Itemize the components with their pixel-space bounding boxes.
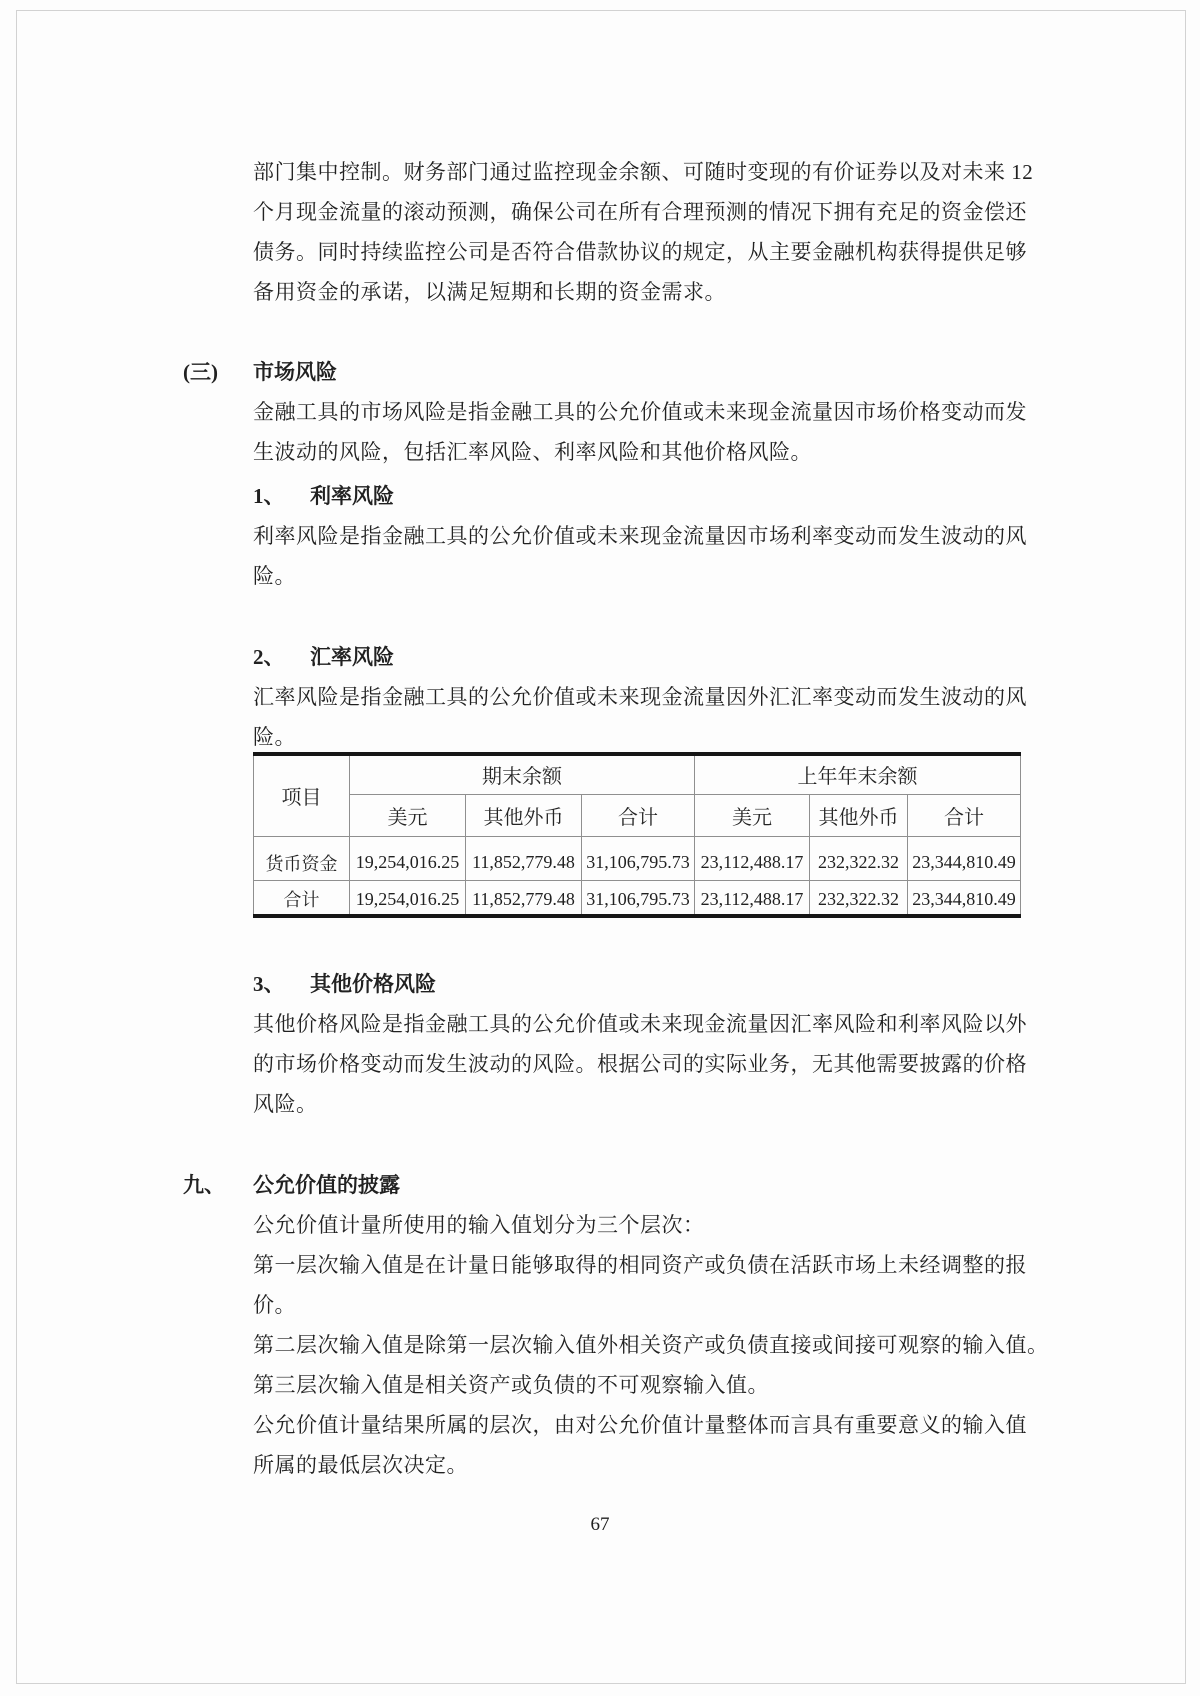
section-label: 九、 — [183, 1173, 225, 1197]
table-cell: 232,322.32 — [810, 880, 908, 916]
currency-risk-table — [253, 752, 1021, 918]
text-line: 利率风险是指金融工具的公允价值或未来现金流量因市场利率变动而发生波动的风 — [253, 524, 1027, 548]
subsection-title: 利率风险 — [310, 484, 394, 508]
interest-rate-risk-text — [253, 516, 1027, 596]
text-line: 汇率风险是指金融工具的公允价值或未来现金流量因外汇汇率变动而发生波动的风 — [253, 685, 1027, 709]
other-price-risk-text — [253, 1004, 1027, 1124]
subsection-number: 1、 — [253, 484, 285, 508]
text-line: 风险。 — [253, 1092, 318, 1116]
subsection-number: 3、 — [253, 972, 285, 996]
fair-value-text — [253, 1205, 1049, 1485]
text-line: 第二层次输入值是除第一层次输入值外相关资产或负债直接或间接可观察的输入值。 — [253, 1333, 1049, 1357]
intro-paragraph — [253, 152, 1034, 312]
text-line: 部门集中控制。财务部门通过监控现金余额、可随时变现的有价证券以及对未来 12 — [253, 160, 1034, 184]
col-header-usd: 美元 — [695, 794, 810, 836]
table-cell: 23,112,488.17 — [695, 836, 810, 880]
col-header-usd: 美元 — [350, 794, 466, 836]
text-line: 第一层次输入值是在计量日能够取得的相同资产或负债在活跃市场上未经调整的报 — [253, 1253, 1027, 1277]
row-label: 合计 — [254, 880, 350, 916]
table-cell: 31,106,795.73 — [582, 836, 695, 880]
text-line: 金融工具的市场风险是指金融工具的公允价值或未来现金流量因市场价格变动而发 — [253, 400, 1027, 424]
text-line: 险。 — [253, 725, 296, 749]
col-header-other-currency: 其他外币 — [466, 794, 582, 836]
col-header-total: 合计 — [908, 794, 1021, 836]
text-line: 公允价值计量所使用的输入值划分为三个层次： — [253, 1213, 705, 1237]
table-cell: 23,344,810.49 — [908, 836, 1021, 880]
market-risk-intro — [253, 392, 1027, 472]
section-heading-market-risk — [183, 352, 1020, 392]
table-cell: 11,852,779.48 — [466, 880, 582, 916]
text-line: 公允价值计量结果所属的层次，由对公允价值计量整体而言具有重要意义的输入值 — [253, 1413, 1027, 1437]
table-cell: 11,852,779.48 — [466, 836, 582, 880]
text-line: 第三层次输入值是相关资产或负债的不可观察输入值。 — [253, 1373, 769, 1397]
subsection-heading-other-price-risk — [253, 964, 1020, 1004]
table-cell: 23,112,488.17 — [695, 880, 810, 916]
text-line: 个月现金流量的滚动预测，确保公司在所有合理预测的情况下拥有充足的资金偿还 — [253, 200, 1027, 224]
section-heading-fair-value — [183, 1165, 1020, 1205]
table-group-header-row — [254, 754, 1021, 794]
text-line: 价。 — [253, 1293, 296, 1317]
col-header-total: 合计 — [582, 794, 695, 836]
section-label: (三) — [183, 360, 218, 384]
text-line: 所属的最低层次决定。 — [253, 1453, 468, 1477]
text-line: 险。 — [253, 564, 296, 588]
col-header-item: 项目 — [254, 754, 350, 836]
text-line: 的市场价格变动而发生波动的风险。根据公司的实际业务，无其他需要披露的价格 — [253, 1052, 1027, 1076]
col-group-prior-year-balance: 上年年末余额 — [695, 754, 1021, 794]
table-cell: 23,344,810.49 — [908, 880, 1021, 916]
table-row-monetary-funds — [254, 836, 1021, 880]
text-line: 备用资金的承诺，以满足短期和长期的资金需求。 — [253, 280, 726, 304]
table-subheader-row — [254, 794, 1021, 836]
subsection-title: 其他价格风险 — [310, 972, 436, 996]
table-cell: 31,106,795.73 — [582, 880, 695, 916]
subsection-number: 2、 — [253, 645, 285, 669]
subsection-title: 汇率风险 — [310, 645, 394, 669]
text-line: 其他价格风险是指金融工具的公允价值或未来现金流量因汇率风险和利率风险以外 — [253, 1012, 1027, 1036]
col-header-other-currency: 其他外币 — [810, 794, 908, 836]
section-title: 公允价值的披露 — [253, 1173, 400, 1197]
exchange-rate-risk-text — [253, 677, 1027, 757]
subsection-heading-exchange-rate-risk — [253, 637, 1020, 677]
text-line: 债务。同时持续监控公司是否符合借款协议的规定，从主要金融机构获得提供足够 — [253, 240, 1027, 264]
table-cell: 232,322.32 — [810, 836, 908, 880]
col-group-ending-balance: 期末余额 — [350, 754, 695, 794]
page-number: 67 — [590, 1514, 610, 1535]
text-line: 生波动的风险，包括汇率风险、利率风险和其他价格风险。 — [253, 440, 812, 464]
table-row-total — [254, 880, 1021, 916]
subsection-heading-interest-rate-risk — [253, 476, 1020, 516]
table-cell: 19,254,016.25 — [350, 880, 466, 916]
table-cell: 19,254,016.25 — [350, 836, 466, 880]
row-label: 货币资金 — [254, 836, 350, 880]
section-title: 市场风险 — [253, 360, 337, 384]
